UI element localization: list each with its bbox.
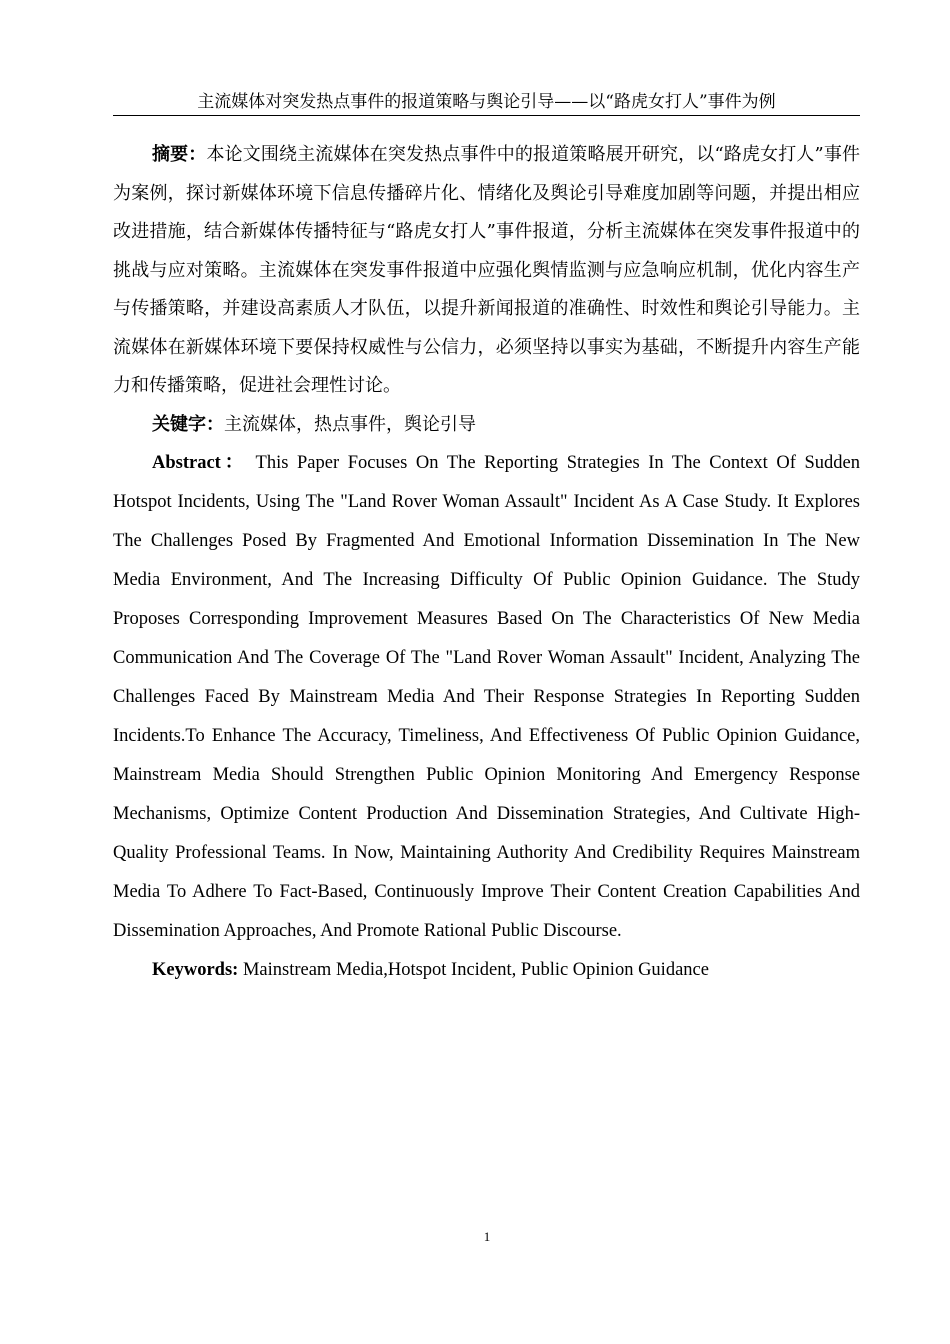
english-abstract-text: This Paper Focuses On The Reporting Strategies In The Context Of Sudden Hotspot Incidents, Using The "Land Rover Woman Assault" Incident As A Case Study. It Explores The Challenges Posed By Fragmented And Emotional Information Dissemination In The New Media Environment, And The Increasing Difficulty Of Public Opinion Guidance. The Study Proposes Corresponding Improvement Measures Based On The Characteristics Of New Media Communication And The Coverage Of The "Land Rover Woman Assault" Incident, Analyzing The Challenges Faced By Mainstream Media And Their Response Strategies In Reporting Sudden Incidents.To Enhance The Accuracy, Timeliness, And Effectiveness Of Public Opinion Guidance, Mainstream Media Should Strengthen Public Opinion Monitoring And Emergency Response Mechanisms, Optimize Content Production And Dissemination Strategies, And Cultivate High-Quality Professional Teams. In Now, Maintaining Authority And Credibility Requires Mainstream Media To Adhere To Fact-Based, Continuously Improve Their Content Creation Capabilities And Dissemination Approaches, And Promote Rational Public Discourse. — [113, 452, 861, 941]
running-header: 主流媒体对突发热点事件的报道策略与舆论引导——以“路虎女打人”事件为例 — [113, 90, 860, 116]
english-abstract — [113, 444, 860, 951]
chinese-abstract-label: 摘要： — [152, 144, 207, 165]
english-keywords — [113, 951, 860, 989]
chinese-keywords — [113, 406, 860, 444]
chinese-keywords-text: 主流媒体，热点事件，舆论引导 — [224, 413, 476, 435]
english-keywords-text: Mainstream Media,Hotspot Incident, Public Opinion Guidance — [242, 959, 709, 980]
chinese-keywords-label: 关键字： — [152, 413, 224, 435]
chinese-abstract — [113, 136, 860, 406]
english-keywords-label: Keywords: — [152, 959, 239, 980]
english-abstract-label: Abstract： — [152, 452, 248, 473]
abstract-page-body — [113, 136, 860, 989]
chinese-abstract-text: 本论文围绕主流媒体在突发热点事件中的报道策略展开研究，以“路虎女打人”事件为案例，探讨新媒体环境下信息传播碎片化、情绪化及舆论引导难度加剧等问题，并提出相应改进措施，结合新媒体传播特征与“路虎女打人”事件报道，分析主流媒体在突发事件报道中的挑战与应对策略。主流媒体在突发事件报道中应强化舆情监测与应急响应机制，优化内容生产与传播策略，并建设高素质人才队伍，以提升新闻报道的准确性、时效性和舆论引导能力。主流媒体在新媒体环境下要保持权威性与公信力，必须坚持以事实为基础，不断提升内容生产能力和传播策略，促进社会理性讨论。 — [113, 144, 861, 396]
page-number: 1 — [483, 1229, 491, 1244]
